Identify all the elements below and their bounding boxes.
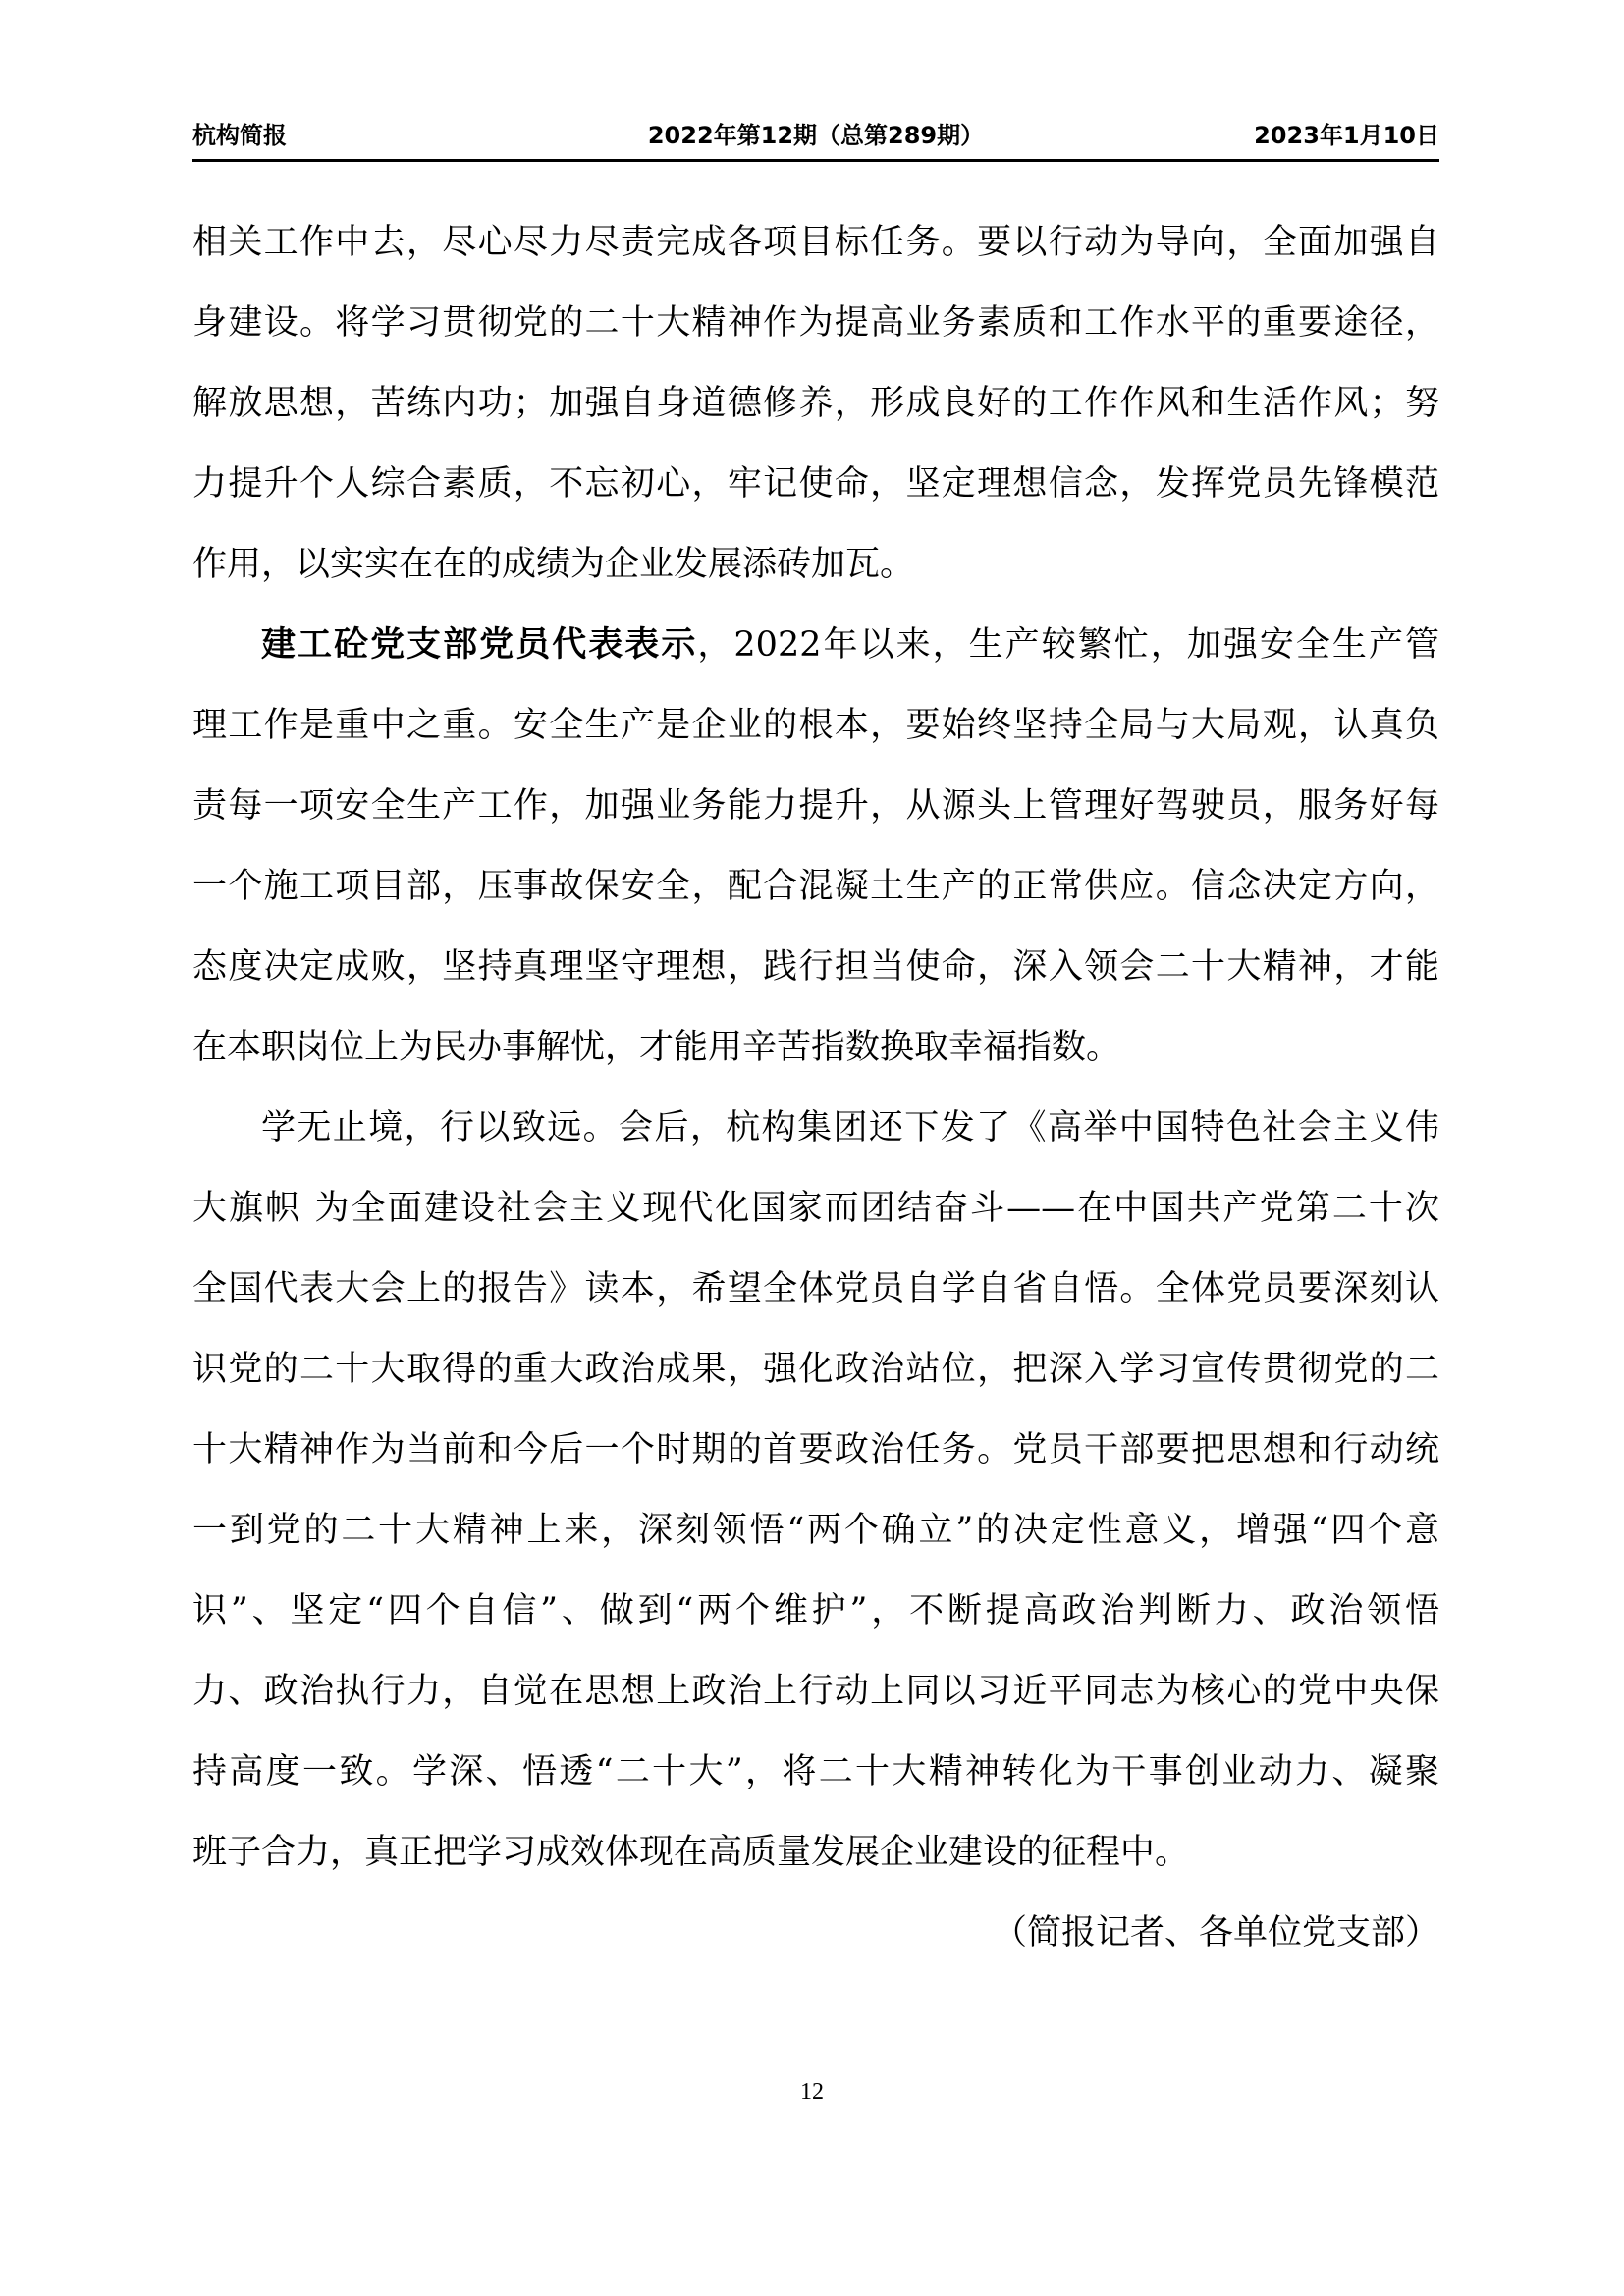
paragraph-2 (192, 605, 1439, 1088)
text-line: 在本职岗位上为民办事解忧，才能用辛苦指数换取幸福指数。 (192, 1028, 1121, 1067)
text-line: 十大精神作为当前和今后一个时期的首要政治任务。党员干部要把思想和行动统 (192, 1430, 1439, 1469)
text-line: 责每一项安全生产工作，加强业务能力提升，从源头上管理好驾驶员，服务好每 (192, 786, 1439, 826)
page-number: 12 (800, 2079, 824, 2105)
text-line (192, 605, 1439, 685)
article-attribution: （简报记者、各单位党支部） (992, 1913, 1439, 1952)
text-line: 一到党的二十大精神上来，深刻领悟“两个确立”的决定性意义，增强“四个意 (192, 1511, 1439, 1550)
text-line: 全国代表大会上的报告》读本，希望全体党员自学自省自悟。全体党员要深刻认 (192, 1269, 1439, 1308)
text-line: 相关工作中去，尽心尽力尽责完成各项目标任务。要以行动为导向，全面加强自 (192, 223, 1439, 262)
header-issue-number: 2022年第12期（总第289期） (647, 122, 985, 149)
page-header (192, 110, 1439, 162)
text-line: 身建设。将学习贯彻党的二十大精神作为提高业务素质和工作水平的重要途径， (192, 303, 1439, 343)
article-body (192, 202, 1439, 1973)
paragraph-1 (192, 202, 1439, 605)
paragraph-3 (192, 1088, 1439, 1893)
text-line: 态度决定成败，坚持真理坚守理想，践行担当使命，深入领会二十大精神，才能 (192, 947, 1439, 987)
text-line: 力提升个人综合素质，不忘初心，牢记使命，坚定理想信念，发挥党员先锋模范 (192, 464, 1439, 504)
text-line: 持高度一致。学深、悟透“二十大”，将二十大精神转化为干事创业动力、凝聚 (192, 1752, 1439, 1791)
text-line: 解放思想，苦练内功；加强自身道德修养，形成良好的工作作风和生活作风；努 (192, 384, 1439, 423)
text-line: 大旗帜 为全面建设社会主义现代化国家而团结奋斗——在中国共产党第二十次 (192, 1189, 1439, 1228)
text-run: ，2022年以来，生产较繁忙，加强安全生产管 (697, 625, 1439, 665)
text-line: 班子合力，真正把学习成效体现在高质量发展企业建设的征程中。 (192, 1833, 1190, 1872)
text-line: 学无止境，行以致远。会后，杭构集团还下发了《高举中国特色社会主义伟 (261, 1108, 1439, 1148)
text-line: 力、政治执行力，自觉在思想上政治上行动上同以习近平同志为核心的党中央保 (192, 1672, 1439, 1711)
speaker-lead: 建工砼党支部党员代表表示 (261, 625, 698, 665)
text-line: 识党的二十大取得的重大政治成果，强化政治站位，把深入学习宣传贯彻党的二 (192, 1350, 1439, 1389)
text-line: 作用，以实实在在的成绩为企业发展添砖加瓦。 (192, 545, 915, 584)
header-publication-name: 杭构简报 (192, 122, 287, 149)
text-line: 识”、坚定“四个自信”、做到“两个维护”，不断提高政治判断力、政治领悟 (192, 1591, 1439, 1630)
text-line: 理工作是重中之重。安全生产是企业的根本，要始终坚持全局与大局观，认真负 (192, 706, 1439, 745)
header-date: 2023年1月10日 (1254, 122, 1439, 149)
text-line: 一个施工项目部，压事故保安全，配合混凝土生产的正常供应。信念决定方向， (192, 867, 1439, 906)
